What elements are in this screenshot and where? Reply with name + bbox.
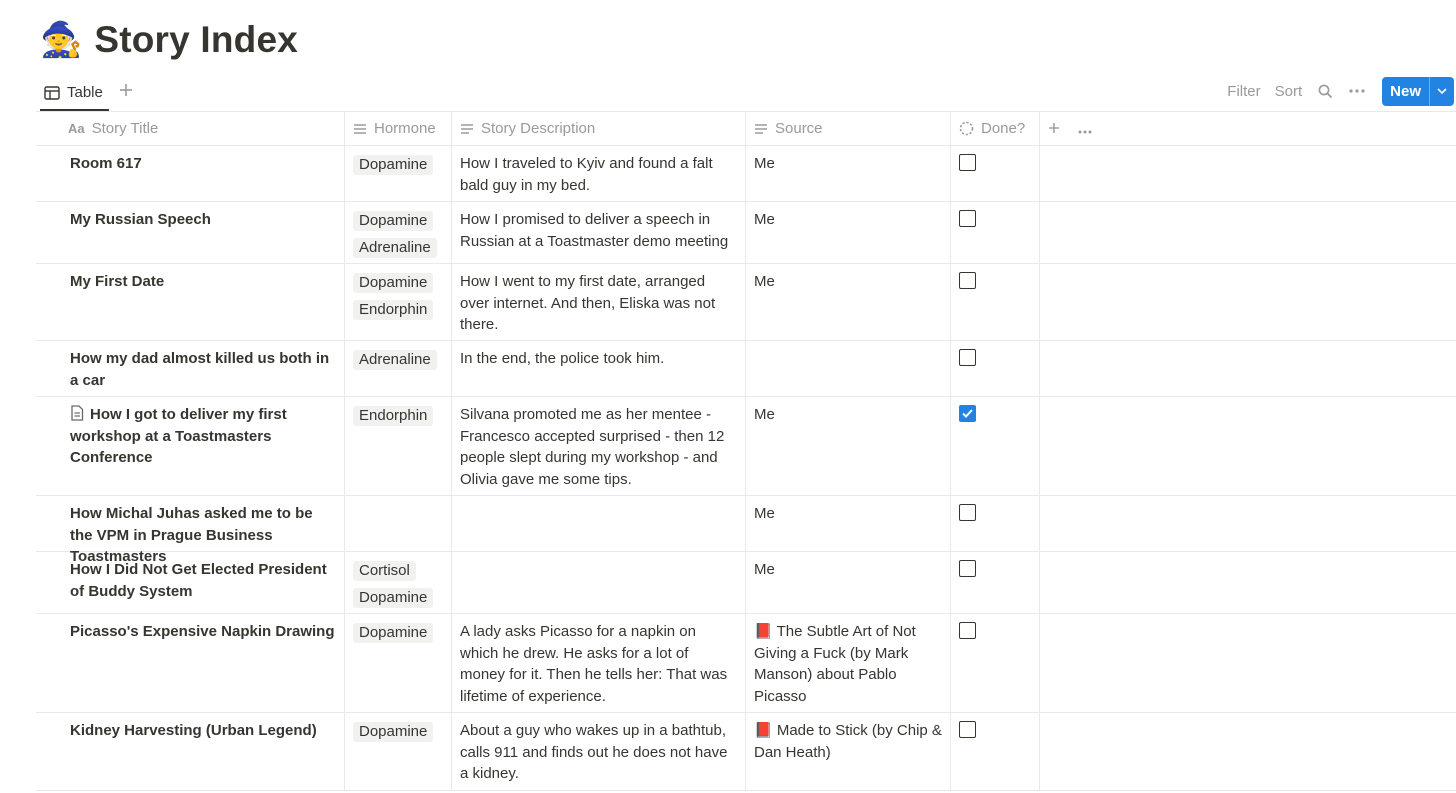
text-type-icon: Aa: [68, 120, 85, 136]
new-button-label[interactable]: New: [1382, 77, 1430, 106]
empty-cell: [1040, 552, 1456, 613]
story-title-cell[interactable]: [36, 264, 345, 340]
hormone-cell[interactable]: [345, 397, 452, 495]
story-title-cell[interactable]: [36, 397, 345, 495]
done-checkbox[interactable]: [959, 349, 976, 366]
story-title-cell[interactable]: [36, 614, 345, 712]
hormone-cell[interactable]: [345, 341, 452, 396]
tab-table-label: Table: [67, 84, 103, 101]
empty-cell: [1040, 496, 1456, 551]
story-title-cell[interactable]: [36, 146, 345, 201]
hormone-tag: Endorphin: [353, 406, 433, 426]
done-checkbox[interactable]: [959, 721, 976, 738]
source-cell[interactable]: Me: [746, 496, 951, 551]
empty-cell: [1040, 397, 1456, 495]
column-header-title[interactable]: [36, 112, 345, 145]
table-row[interactable]: [36, 397, 1456, 496]
hormone-cell[interactable]: [345, 614, 452, 712]
column-header-description-label: Story Description: [481, 119, 596, 137]
done-cell: [951, 341, 1040, 396]
done-checkbox[interactable]: [959, 504, 976, 521]
empty-cell: [1040, 146, 1456, 201]
hormone-tag: Endorphin: [353, 300, 433, 320]
story-title[interactable]: How my dad almost killed us both in a car: [70, 350, 330, 389]
story-title-cell[interactable]: [36, 552, 345, 613]
done-cell: [951, 264, 1040, 340]
story-title[interactable]: My Russian Speech: [70, 211, 211, 228]
wizard-icon[interactable]: 🧙: [40, 21, 83, 59]
story-title[interactable]: How Michal Juhas asked me to be the VPM in Prague Business Toastmasters: [70, 505, 313, 565]
done-cell: [951, 496, 1040, 551]
table-row[interactable]: [36, 614, 1456, 713]
story-description-cell[interactable]: About a guy who wakes up in a bathtub, calls 911 and finds out he does not have a kidney.: [452, 713, 746, 790]
source-cell[interactable]: [746, 341, 951, 396]
hormone-tag: Dopamine: [353, 155, 433, 175]
story-description-cell[interactable]: How I traveled to Kyiv and found a falt bald guy in my bed.: [452, 146, 746, 201]
hormone-tag: Dopamine: [353, 722, 433, 742]
done-checkbox[interactable]: [959, 622, 976, 639]
column-header-hormone[interactable]: [345, 112, 452, 145]
done-cell: [951, 397, 1040, 495]
table-row[interactable]: [36, 552, 1456, 614]
column-header-done[interactable]: [951, 112, 1040, 145]
view-toolbar: [1213, 76, 1454, 106]
column-more-icon[interactable]: [1078, 118, 1092, 140]
column-header-extra: [1040, 112, 1456, 145]
done-checkbox[interactable]: [959, 210, 976, 227]
story-title-cell[interactable]: [36, 341, 345, 396]
hormone-tag: Dopamine: [353, 211, 433, 231]
done-checkbox[interactable]: [959, 560, 976, 577]
checkmark-icon: [962, 409, 973, 418]
story-description-cell[interactable]: Silvana promoted me as her mentee - Francesco accepted surprised - then 12 people slept during my workshop - and Olivia gave me some tips.: [452, 397, 746, 495]
source-cell[interactable]: Me: [746, 552, 951, 613]
hormone-tag: Dopamine: [353, 623, 433, 643]
story-description-cell[interactable]: How I promised to deliver a speech in Russian at a Toastmaster demo meeting: [452, 202, 746, 263]
story-title[interactable]: Kidney Harvesting (Urban Legend): [70, 722, 317, 739]
done-cell: [951, 146, 1040, 201]
done-checkbox[interactable]: [959, 154, 976, 171]
hormone-cell[interactable]: [345, 264, 452, 340]
column-header-source[interactable]: [746, 112, 951, 145]
story-description-cell[interactable]: In the end, the police took him.: [452, 341, 746, 396]
table-row[interactable]: [36, 202, 1456, 264]
text-lines-icon: [754, 123, 768, 135]
text-lines-icon: [460, 123, 474, 135]
add-property-icon[interactable]: [1048, 118, 1060, 140]
more-options-icon[interactable]: [1348, 82, 1366, 100]
hormone-cell[interactable]: [345, 146, 452, 201]
empty-cell: [1040, 264, 1456, 340]
tab-table[interactable]: [40, 76, 109, 111]
done-cell: [951, 552, 1040, 613]
story-title[interactable]: My First Date: [70, 273, 165, 290]
page-title[interactable]: Story Index: [94, 19, 299, 60]
story-title-cell[interactable]: [36, 713, 345, 790]
hormone-cell[interactable]: [345, 713, 452, 790]
column-header-hormone-label: Hormone: [374, 119, 436, 137]
source-cell[interactable]: Me: [746, 146, 951, 201]
filter-button[interactable]: Filter: [1227, 82, 1261, 100]
new-button[interactable]: [1382, 77, 1454, 106]
done-cell: [951, 614, 1040, 712]
empty-cell: [1040, 713, 1456, 790]
hormone-cell[interactable]: [345, 496, 452, 551]
hormone-cell[interactable]: [345, 202, 452, 263]
done-cell: [951, 202, 1040, 263]
done-checkbox[interactable]: [959, 405, 976, 422]
story-description-cell[interactable]: How I went to my first date, arranged over internet. And then, Eliska was not there.: [452, 264, 746, 340]
column-header-source-label: Source: [775, 119, 823, 137]
story-title-cell[interactable]: [36, 202, 345, 263]
story-title-cell[interactable]: [36, 496, 345, 565]
story-description-cell[interactable]: A lady asks Picasso for a napkin on which he drew. He asks for a lot of money for it. Then he tells her: That was lifetime of experience.: [452, 614, 746, 712]
source-cell[interactable]: 📕 Made to Stick (by Chip & Dan Heath): [746, 713, 951, 790]
document-icon: [70, 405, 84, 421]
add-view-button[interactable]: [116, 80, 136, 100]
hormone-tag: Adrenaline: [353, 350, 437, 370]
view-bar: [36, 74, 1456, 112]
table-row[interactable]: [36, 146, 1456, 202]
hormone-tag: Cortisol: [353, 561, 416, 581]
table-row[interactable]: [36, 341, 1456, 397]
hormone-tag: Dopamine: [353, 588, 433, 608]
source-cell[interactable]: Me: [746, 397, 951, 495]
empty-cell: [1040, 614, 1456, 712]
search-icon[interactable]: [1316, 82, 1334, 100]
table-header-row: [36, 111, 1456, 146]
source-cell[interactable]: Me: [746, 264, 951, 340]
source-cell[interactable]: Me: [746, 202, 951, 263]
story-description-cell[interactable]: [452, 496, 746, 551]
table-row[interactable]: [36, 496, 1456, 565]
column-header-title-label: Story Title: [91, 119, 159, 137]
empty-cell: [1040, 202, 1456, 263]
database-table: [36, 111, 1456, 791]
story-description-cell[interactable]: [452, 552, 746, 613]
table-icon: [44, 86, 60, 100]
hormone-tag: Adrenaline: [353, 238, 437, 258]
page-header: [40, 16, 298, 64]
story-title[interactable]: How I Did Not Get Elected President of Buddy System: [70, 561, 327, 600]
empty-cell: [1040, 341, 1456, 396]
story-title[interactable]: Picasso's Expensive Napkin Drawing: [70, 623, 335, 640]
status-icon: [959, 121, 974, 136]
story-title[interactable]: How I got to deliver my first workshop at a Toastmasters Conference: [70, 406, 287, 466]
plus-icon: [119, 83, 133, 97]
story-title[interactable]: Room 617: [70, 155, 142, 172]
column-header-done-label: Done?: [981, 119, 1026, 137]
done-cell: [951, 713, 1040, 790]
source-cell[interactable]: 📕 The Subtle Art of Not Giving a Fuck (by Mark Manson) about Pablo Picasso: [746, 614, 951, 712]
chevron-down-icon[interactable]: [1430, 77, 1454, 106]
list-icon: [353, 123, 367, 135]
done-checkbox[interactable]: [959, 272, 976, 289]
hormone-cell[interactable]: [345, 552, 452, 613]
hormone-tag: Dopamine: [353, 273, 433, 293]
column-header-description[interactable]: [452, 112, 746, 145]
sort-button[interactable]: Sort: [1274, 82, 1303, 100]
table-row[interactable]: [36, 264, 1456, 341]
table-row[interactable]: [36, 713, 1456, 791]
